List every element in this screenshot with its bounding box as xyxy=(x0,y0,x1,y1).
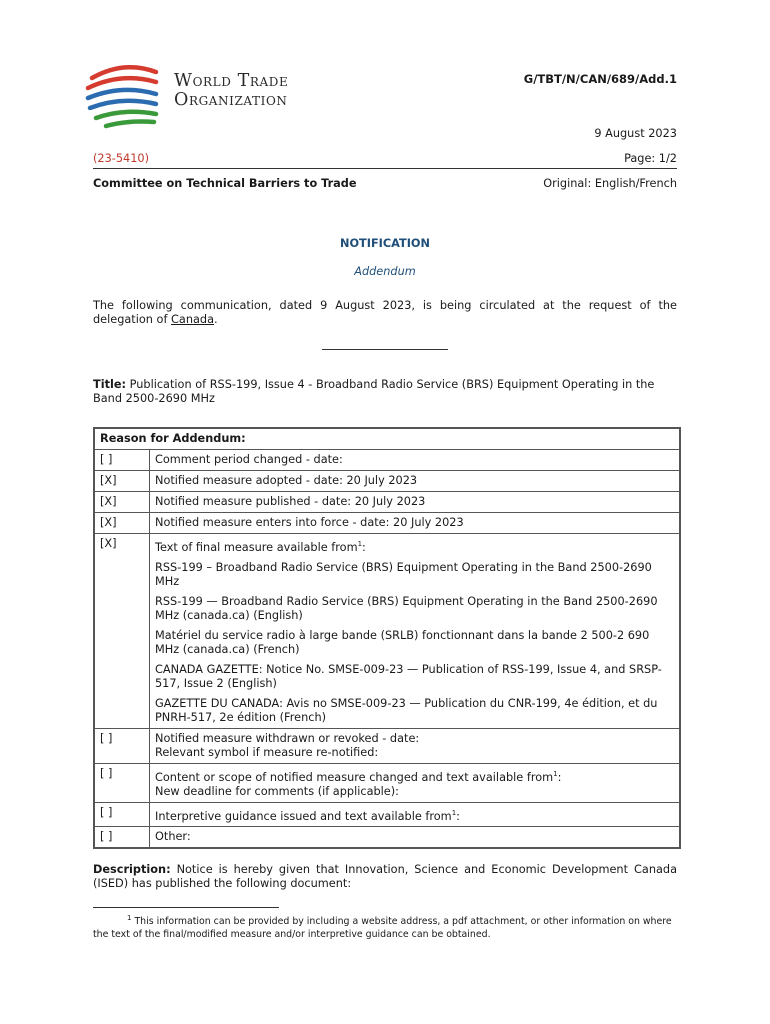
table-row xyxy=(94,827,680,849)
document-date: 9 August 2023 xyxy=(594,127,677,140)
table-row xyxy=(94,450,680,471)
reason-table xyxy=(93,427,681,849)
checkbox-cell: [X] xyxy=(94,492,150,513)
reason-text: Text of final measure available from xyxy=(155,540,358,554)
reason-text: Notified measure enters into force - date: 20 July 2023 xyxy=(155,516,464,529)
checkbox-cell: [X] xyxy=(94,534,150,729)
checkbox-cell: [X] xyxy=(94,513,150,534)
final-text-availability: Text of final measure available from$^1$: xyxy=(155,540,366,554)
guidance-text: Interpretive guidance issued and text available from$^1$: xyxy=(155,808,460,823)
checkbox-cell: [ ] xyxy=(94,728,150,763)
title-text: Publication of RSS-199, Issue 4 - Broadband Radio Service (BRS) Equipment Operating in the Band 2500-2690 MHz xyxy=(93,378,655,405)
section-separator xyxy=(322,349,448,350)
table-row xyxy=(94,802,680,827)
reason-cell xyxy=(150,513,681,534)
reason-cell xyxy=(150,728,681,763)
link-canada-gazette[interactable]: CANADA GAZETTE: Notice No. SMSE-009-23 — Publication of RSS-199, Issue 4, and SRSP-517, Issue 2 (English) xyxy=(155,662,662,690)
reason-table-header: Reason for Addendum: xyxy=(94,428,680,450)
footnote-ref[interactable]: 1 xyxy=(357,540,363,548)
reason-text: Interpretive guidance issued and text available from xyxy=(155,809,452,823)
addendum-subheading: Addendum xyxy=(354,265,416,278)
organization-name xyxy=(174,72,288,110)
table-row xyxy=(94,492,680,513)
reason-cell xyxy=(150,492,681,513)
reason-cell xyxy=(150,534,681,729)
table-row xyxy=(94,471,680,492)
intro-text: The following communication, dated 9 August 2023, is being circulated at the request of the delegation of xyxy=(93,299,677,326)
page-number: Page: 1/2 xyxy=(624,152,677,165)
title-label: Title: xyxy=(93,378,127,391)
original-language: Original: English/French xyxy=(543,177,677,190)
footnote-ref[interactable]: 1 xyxy=(451,808,457,817)
reason-text: Other: xyxy=(155,830,191,844)
reason-cell xyxy=(150,763,681,802)
reason-text: Notified measure withdrawn or revoked - date: xyxy=(155,731,420,745)
reason-cell xyxy=(150,450,681,471)
reason-text: New deadline for comments (if applicable): xyxy=(155,784,399,798)
checkbox-cell: [ ] xyxy=(94,802,150,827)
description-text: Notice is hereby given that Innovation, Science and Economic Development Canada (ISED) has published the following document: xyxy=(93,863,677,890)
measure-title xyxy=(93,378,677,406)
table-row xyxy=(94,513,680,534)
document-symbol: G/TBT/N/CAN/689/Add.1 xyxy=(523,72,677,86)
reason-text: Notified measure published - date: 20 July 2023 xyxy=(155,495,426,508)
link-rss199[interactable]: RSS-199 – Broadband Radio Service (BRS) Equipment Operating in the Band 2500-2690 MHz xyxy=(155,560,652,588)
intro-paragraph xyxy=(93,299,677,327)
description-paragraph xyxy=(93,863,677,891)
link-rss199-english[interactable]: RSS-199 — Broadband Radio Service (BRS) Equipment Operating in the Band 2500-2690 MHz (canada.ca) (English) xyxy=(155,594,658,622)
footnote-divider xyxy=(93,907,279,908)
checkbox-cell: [X] xyxy=(94,471,150,492)
reference-number: (23-5410) xyxy=(93,152,150,165)
reason-text: Comment period changed - date: xyxy=(155,453,343,466)
table-row xyxy=(94,728,680,763)
reason-text: Notified measure adopted - date: 20 July 2023 xyxy=(155,474,418,487)
reason-cell xyxy=(150,827,681,849)
country-link[interactable]: Canada xyxy=(171,313,215,326)
scope-change-text: Content or scope of notified measure changed and text available from$^1$: xyxy=(155,769,562,784)
notification-heading: NOTIFICATION xyxy=(339,237,430,250)
reason-cell xyxy=(150,802,681,827)
footnote-ref[interactable]: 1 xyxy=(553,769,558,778)
org-name-line1: World Trade xyxy=(174,71,289,91)
description-label: Description: xyxy=(93,863,171,876)
checkbox-cell: [ ] xyxy=(94,763,150,802)
footnote-text: This information can be provided by including a website address, a pdf attachment, or other information on where the text of the final/modified measure and/or interpretive guidance can be obtained. xyxy=(93,916,672,941)
table-row xyxy=(94,534,680,729)
checkbox-cell: [ ] xyxy=(94,450,150,471)
checkbox-cell: [ ] xyxy=(94,827,150,849)
reason-text: Relevant symbol if measure re-notified: xyxy=(155,745,379,759)
org-name-line2: Organization xyxy=(174,90,288,110)
table-row xyxy=(94,763,680,802)
reason-cell xyxy=(150,471,681,492)
link-gazette-du-canada[interactable]: GAZETTE DU CANADA: Avis no SMSE-009-23 — Publication du CNR-199, 4e édition, et du PNRH-517, 2e édition (French) xyxy=(155,696,658,724)
link-srlb-french[interactable]: Matériel du service radio à large bande (SRLB) fonctionnant dans la bande 2 500-2 690 MHz (canada.ca) (French) xyxy=(155,628,650,656)
reason-text: Content or scope of notified measure changed and text available from xyxy=(155,770,554,784)
footnote xyxy=(93,912,677,941)
reason-table-header-row xyxy=(94,428,680,450)
committee-name: Committee on Technical Barriers to Trade xyxy=(93,177,357,190)
header-divider xyxy=(93,168,677,169)
intro-end: . xyxy=(214,313,218,326)
footnote-marker: 1 xyxy=(127,914,132,922)
